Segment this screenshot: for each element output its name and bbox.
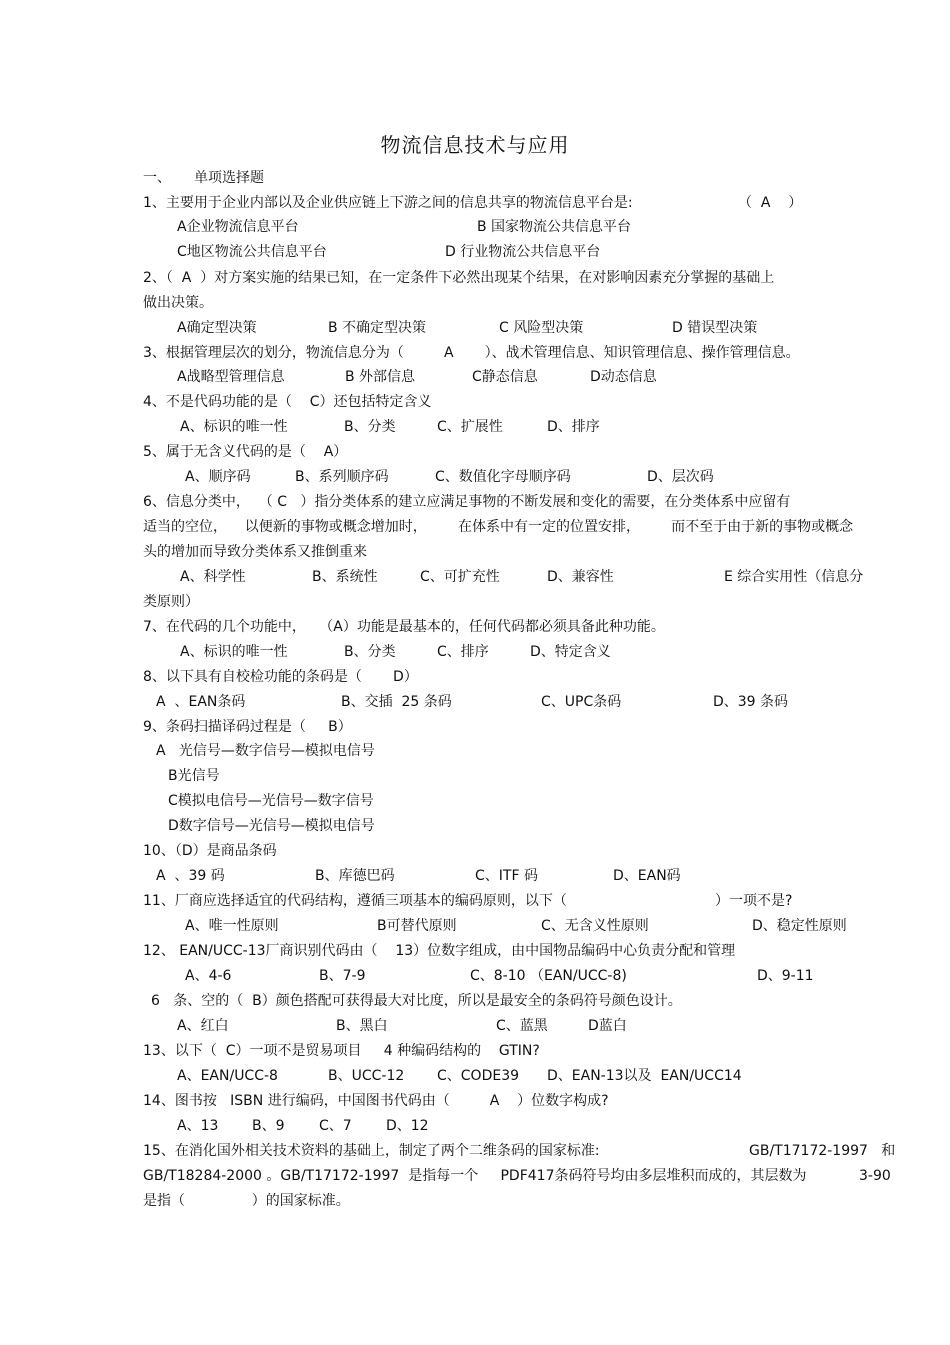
question-12b-option-c: C、蓝黑 [496, 1018, 548, 1034]
question-15-line1-standard: GB/T17172-1997 和 [749, 1143, 896, 1159]
question-6-stem-line2: 适当的空位， 以便新的事物或概念增加时， 在体系中有一定的位置安排， 而不至于由于新的事物或概念 [143, 519, 854, 535]
question-3-option-d: D动态信息 [590, 369, 657, 385]
page-title: 物流信息技术与应用 [380, 133, 570, 157]
question-12-option-a: A、4-6 [185, 968, 232, 984]
question-15-line2-range: 3-90 [859, 1168, 891, 1184]
question-3-option-b: B 外部信息 [345, 369, 416, 385]
question-9-option-b: B光信号 [168, 768, 220, 784]
question-1-option-d: D 行业物流公共信息平台 [445, 244, 601, 260]
question-4-option-b: B、分类 [344, 419, 396, 435]
question-2-option-d: D 错误型决策 [672, 320, 758, 336]
question-6-stem-line1: 6、信息分类中， （ C ）指分类体系的建立应满足事物的不断发展和变化的需要，在分类体系中应留有 [143, 494, 791, 510]
question-2-option-b: B 不确定型决策 [328, 320, 427, 336]
question-6-stem-line3: 头的增加而导致分类体系又推倒重来 [143, 544, 367, 560]
question-15-line2: GB/T18284-2000 。GB/T17172-1997 是指每一个 PDF417条码符号均由多层堆积而成的，其层数为 [143, 1168, 807, 1184]
question-2-option-a: A确定型决策 [177, 320, 257, 336]
question-2-option-c: C 风险型决策 [499, 320, 584, 336]
question-14-option-d: D、12 [386, 1118, 429, 1134]
question-7-option-d: D、特定含义 [530, 644, 611, 660]
question-13-option-b: B、UCC-12 [328, 1068, 405, 1084]
question-5-option-d: D、层次码 [647, 469, 714, 485]
question-4-option-a: A、标识的唯一性 [180, 419, 288, 435]
question-11-stem: 11、厂商应选择适宜的代码结构，遵循三项基本的编码原则，以下（ [143, 893, 567, 909]
question-13-stem: 13、以下（ C）一项不是贸易项目 4 种编码结构的 GTIN? [143, 1043, 540, 1059]
question-5-stem: 5、属于无含义代码的是（ A） [143, 444, 348, 460]
question-7-stem: 7、在代码的几个功能中， （A）功能是最基本的，任何代码都必须具备此种功能。 [143, 619, 665, 635]
question-6-option-c: C、可扩充性 [420, 569, 500, 585]
question-14-option-b: B、9 [252, 1118, 285, 1134]
question-3-option-a: A战略型管理信息 [177, 369, 285, 385]
question-12-option-b: B、7-9 [319, 968, 366, 984]
question-9-option-c: C模拟电信号—光信号—数字信号 [168, 793, 374, 809]
question-12b-option-a: A、红白 [177, 1018, 229, 1034]
question-9-option-a: A 光信号—数字信号—模拟电信号 [156, 743, 375, 759]
question-12-option-d: D、9-11 [757, 968, 814, 984]
question-8-option-b: B、交插 25 条码 [341, 694, 452, 710]
question-6-option-e: E 综合实用性（信息分 [724, 569, 864, 585]
question-12-stem: 12、 EAN/UCC-13厂商识别代码由（ 13）位数字组成，由中国物品编码中心负责分配和管理 [143, 943, 736, 959]
question-12-option-c: C、8-10 （EAN/UCC-8) [470, 968, 627, 984]
question-10-option-c: C、ITF 码 [475, 868, 538, 884]
question-11-option-b: B可替代原则 [377, 918, 457, 934]
question-6-option-a: A、科学性 [180, 569, 246, 585]
question-5-option-b: B、系列顺序码 [295, 469, 389, 485]
section-number: 一、 [143, 170, 171, 186]
question-13-option-a: A、EAN/UCC-8 [177, 1068, 278, 1084]
question-14-option-a: A、13 [177, 1118, 219, 1134]
section-heading: 单项选择题 [194, 170, 264, 186]
question-1-option-b: B 国家物流公共信息平台 [477, 219, 632, 235]
question-9-stem: 9、条码扫描译码过程是（ B） [143, 719, 352, 735]
question-11-option-d: D、稳定性原则 [752, 918, 847, 934]
question-7-option-c: C、排序 [437, 644, 489, 660]
question-3-stem: 3、根据管理层次的划分，物流信息分为（ A ）、战术管理信息、知识管理信息、操作管理信息。 [143, 345, 800, 361]
question-13-option-d: D、EAN-13以及 EAN/UCC14 [547, 1068, 742, 1084]
question-10-stem: 10、（D）是商品条码 [143, 843, 277, 859]
question-1-option-c: C地区物流公共信息平台 [177, 244, 327, 260]
question-5-option-a: A、顺序码 [185, 469, 251, 485]
question-3-option-c: C静态信息 [472, 369, 538, 385]
question-11-option-a: A、唯一性原则 [185, 918, 279, 934]
question-7-option-b: B、分类 [344, 644, 396, 660]
question-5-option-c: C、数值化字母顺序码 [435, 469, 571, 485]
question-14-option-c: C、7 [319, 1118, 352, 1134]
question-10-option-a: A 、39 码 [156, 868, 225, 884]
question-8-stem: 8、以下具有自校检功能的条码是（ D） [143, 669, 418, 685]
question-8-option-a: A 、EAN条码 [156, 694, 246, 710]
question-6-option-b: B、系统性 [312, 569, 378, 585]
question-4-stem: 4、不是代码功能的是（ C）还包括特定含义 [143, 394, 432, 410]
question-10-option-b: B、库德巴码 [315, 868, 395, 884]
question-10-option-d: D、EAN码 [613, 868, 681, 884]
question-1-stem: 1、主要用于企业内部以及企业供应链上下游之间的信息共享的物流信息平台是: [143, 195, 633, 211]
question-8-option-d: D、39 条码 [713, 694, 789, 710]
question-1-answer: （ A ） [738, 195, 803, 211]
question-4-option-d: D、排序 [547, 419, 600, 435]
question-8-option-c: C、UPC条码 [541, 694, 622, 710]
question-11-option-c: C、无含义性原则 [541, 918, 649, 934]
question-2-stem-line2: 做出决策。 [143, 295, 213, 311]
question-15-line1: 15、在消化国外相关技术资料的基础上，制定了两个二维条码的国家标准: [143, 1143, 600, 1159]
question-6-option-e-continued: 类原则） [143, 594, 199, 610]
question-9-option-d: D数字信号—光信号—模拟电信号 [168, 818, 375, 834]
question-12b-stem: 6 条、空的（ B）颜色搭配可获得最大对比度，所以是最安全的条码符号颜色设计。 [151, 993, 682, 1009]
question-12b-option-d: D蓝白 [588, 1018, 627, 1034]
question-12b-option-b: B、黑白 [336, 1018, 388, 1034]
question-1-option-a: A企业物流信息平台 [177, 219, 299, 235]
question-13-option-c: C、CODE39 [437, 1068, 520, 1084]
question-15-line3: 是指（ ）的国家标准。 [143, 1193, 350, 1209]
question-14-stem: 14、图书按 ISBN 进行编码，中国图书代码由（ A ）位数字构成? [143, 1093, 609, 1109]
question-7-option-a: A、标识的唯一性 [180, 644, 288, 660]
question-4-option-c: C、扩展性 [437, 419, 503, 435]
question-11-stem-end: ）一项不是? [715, 893, 793, 909]
question-6-option-d: D、兼容性 [547, 569, 614, 585]
question-2-stem-line1: 2、（ A ）对方案实施的结果已知，在一定条件下必然出现某个结果，在对影响因素充分掌握的基础上 [143, 270, 775, 286]
